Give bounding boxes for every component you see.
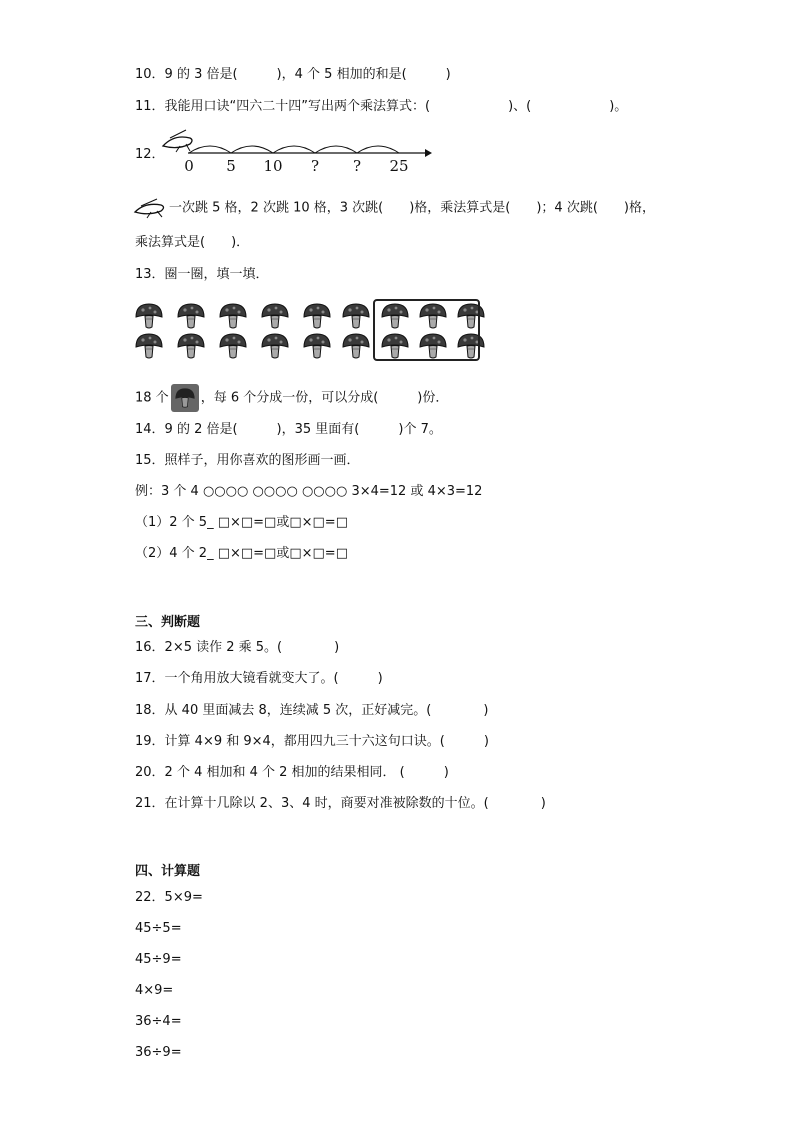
tick-1: 5 [226,157,236,175]
calc-item: 4×9= [135,983,174,998]
mushroom-icon [218,332,248,362]
mushroom-icon [260,302,290,332]
question-18: 18．从 40 里面减去 8，连续减 5 次，正好减完。( ) [135,703,489,718]
question-16: 16．2×5 读作 2 乘 5。( ) [135,640,340,655]
question-17: 17．一个角用放大镜看就变大了。( ) [135,671,383,686]
question-21: 21．在计算十几除以 2、3、4 时，商要对准被除数的十位。( ) [135,796,546,811]
mushroom-icon [218,302,248,332]
mushroom-icon [302,302,332,332]
mushroom-icon [176,302,206,332]
question-12-text1: 一次跳 5 格，2 次跳 10 格，3 次跳( )格，乘法算式是( )；4 次跳( )格， [169,200,655,216]
question-13-answer-pre: 18 个 [135,390,169,406]
mushroom-icon [341,302,371,332]
tick-2: 10 [263,157,283,175]
question-20: 20．2 个 4 相加和 4 个 2 相加的结果相同． ( ) [135,765,449,780]
question-12-line2: 乘法算式是( )． [135,235,250,250]
mushroom-icon [260,332,290,362]
section-calculation-title: 四、计算题 [135,864,201,879]
section-judgement-title: 三、判断题 [135,615,201,630]
mushroom-icon [134,302,164,332]
question-10: 10．9 的 3 倍是( )，4 个 5 相加的和是( ) [135,67,451,82]
question-13: 13．圈一圈，填一填． [135,267,269,282]
mushroom-icon [134,332,164,362]
mushroom-icon [302,332,332,362]
tick-4: ? [352,157,362,175]
tick-0: 0 [184,157,194,175]
question-11: 11．我能用口诀“四六二十四”写出两个乘法算式：( )、( )。 [135,99,628,114]
mushroom-icon [176,332,206,362]
question-14: 14．9 的 2 倍是( )，35 里面有( )个 7。 [135,422,442,437]
question-15-part2: （2）4 个 2_ □×□=□或□×□=□ [135,546,348,561]
question-19: 19．计算 4×9 和 9×4，都用四九三十六这句口诀。( ) [135,734,489,749]
circled-group [373,299,480,361]
question-15-part1: （1）2 个 5_ □×□=□或□×□=□ [135,515,348,530]
calc-item: 22．5×9= [135,890,203,905]
question-15-example: 例：3 个 4 ○○○○ ○○○○ ○○○○ 3×4=12 或 4×3=12 [135,484,483,499]
mushroom-icon [341,332,371,362]
calc-item: 36÷9= [135,1045,182,1060]
calc-item: 45÷9= [135,952,182,967]
mushroom-icon [171,384,199,412]
tick-3: ? [310,157,320,175]
tick-5: 25 [389,157,409,175]
question-13-answer [135,384,448,412]
calc-item: 45÷5= [135,921,182,936]
question-15: 15．照样子，用你喜欢的图形画一画． [135,453,360,468]
question-12-number: 12． [135,147,165,162]
calc-item: 36÷4= [135,1014,182,1029]
question-13-answer-post: ，每 6 个分成一份，可以分成( )份． [200,390,449,406]
